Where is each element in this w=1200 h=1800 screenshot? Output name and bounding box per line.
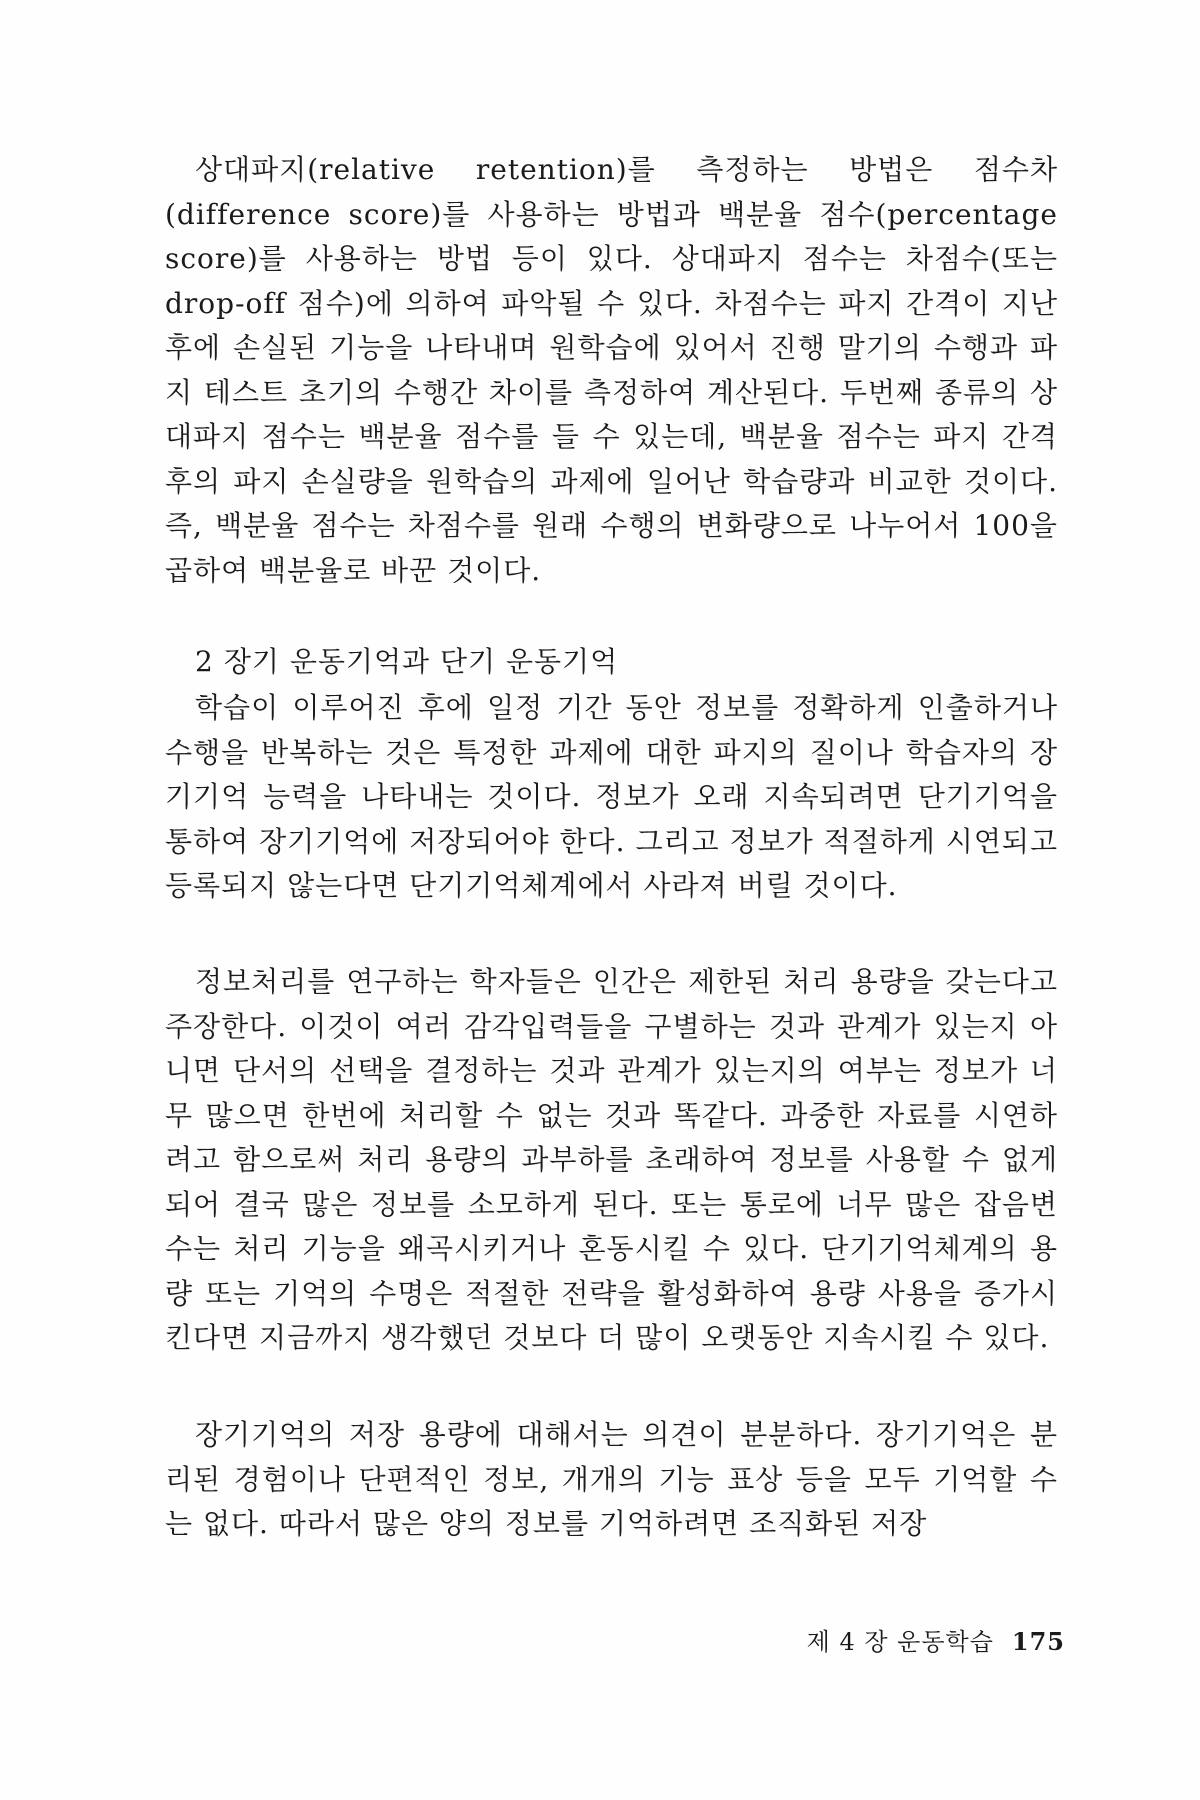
paragraph-storage-capacity: 장기기억의 저장 용량에 대해서는 의견이 분분하다. 장기기억은 분리된 경험이나 단편적인 정보, 개개의 기능 표상 등을 모두 기억할 수는 없다. 따라서 많은 양의 정보를 기억하려면 조직화된 저장 bbox=[165, 1418, 1058, 1540]
paragraph-long-term-memory: 학습이 이루어진 후에 일정 기간 동안 정보를 정확하게 인출하거나 수행을 반복하는 것은 특정한 과제에 대한 파지의 질이나 학습자의 장기기억 능력을 나타내는 것이다. 정보가 오래 지속되려면 단기기억을 통하여 장기기억에 저장되어야 한다. 그리고 정보가 적절하게 시연되고 등록되지 않는다면 단기기억체계에서 사라져 버릴 것이다. bbox=[165, 691, 1058, 902]
page-footer bbox=[807, 1622, 1065, 1657]
paragraph-information-processing: 정보처리를 연구하는 학자들은 인간은 제한된 처리 용량을 갖는다고 주장한다. 이것이 여러 감각입력들을 구별하는 것과 관계가 있는지 아니면 단서의 선택을 결정하는 것과 관계가 있는지의 여부는 정보가 너무 많으면 한번에 처리할 수 없는 것과 똑같다. 과중한 자료를 시연하려고 함으로써 처리 용량의 과부하를 초래하여 정보를 사용할 수 없게 되어 결국 많은 정보를 소모하게 된다. 또는 통로에 너무 많은 잡음변수는 처리 기능을 왜곡시키거나 혼동시킬 수 있다. 단기기억체계의 용량 또는 기억의 수명은 적절한 전략을 활성화하여 용량 사용을 증가시킨다면 지금까지 생각했던 것보다 더 많이 오랫동안 지속시킬 수 있다. bbox=[165, 965, 1058, 1354]
section-title: 장기 운동기억과 단기 운동기억 bbox=[223, 645, 619, 678]
section-heading bbox=[195, 642, 618, 682]
page-number: 175 bbox=[1011, 1627, 1065, 1656]
section-number: 2 bbox=[195, 645, 214, 678]
chapter-label: 제 4 장 운동학습 bbox=[806, 1628, 994, 1656]
paragraph-relative-retention: 상대파지(relative retention)를 측정하는 방법은 점수차(difference score)를 사용하는 방법과 백분율 점수(percentage score)를 사용하는 방법 등이 있다. 상대파지 점수는 차점수(또는 drop-off 점수)에 의하여 파악될 수 있다. 차점수는 파지 간격이 지난 후에 손실된 기능을 나타내며 원학습에 있어서 진행 말기의 수행과 파지 테스트 초기의 수행간 차이를 측정하여 계산된다. 두번째 종류의 상대파지 점수는 백분율 점수를 들 수 있는데, 백분율 점수는 파지 간격 후의 파지 손실량을 원학습의 과제에 일어난 학습량과 비교한 것이다. 즉, 백분율 점수는 차점수를 원래 수행의 변화량으로 나누어서 100을 곱하여 백분율로 바꾼 것이다. bbox=[165, 153, 1058, 587]
